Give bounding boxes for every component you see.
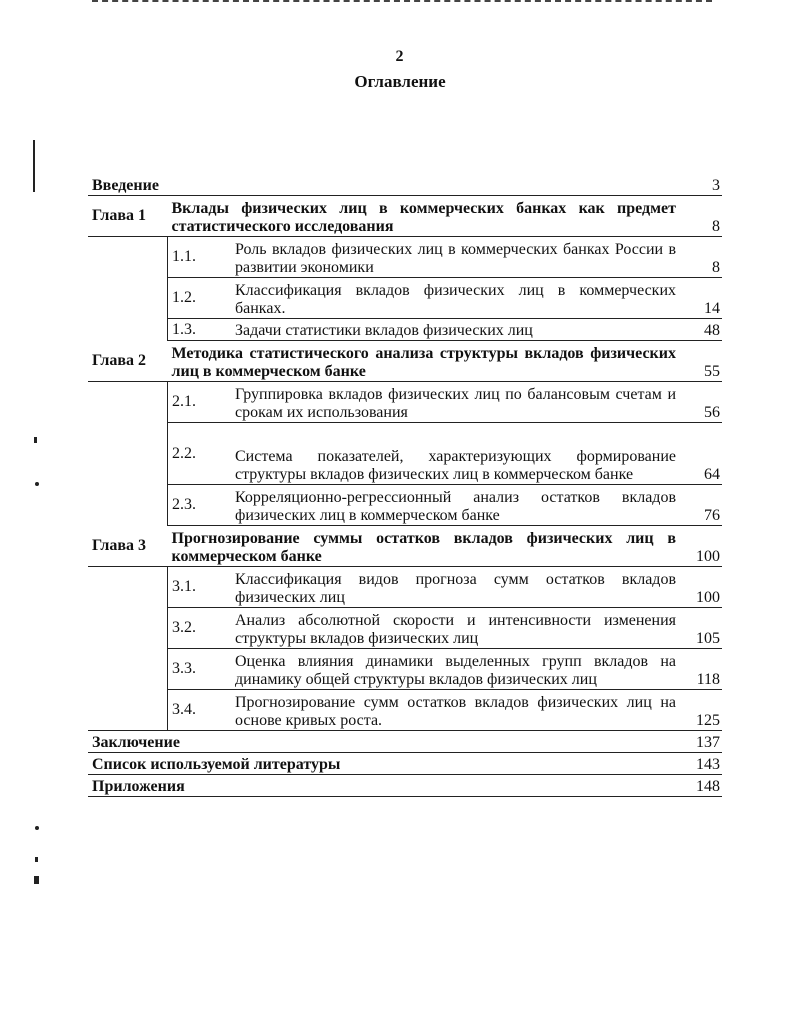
chapter-3-title: Прогнозирование суммы остатков вкладов физических лиц в коммерческом банке — [168, 526, 681, 567]
toc-row-chapter-1[interactable] — [88, 196, 722, 237]
chapter-3-page: 100 — [680, 526, 722, 567]
section-number: 3.2. — [168, 608, 232, 649]
section-title: Задачи статистики вкладов физических лиц — [231, 319, 680, 341]
page-title: Оглавление — [354, 72, 446, 91]
section-title: Корреляционно-регрессионный анализ остатков вкладов физических лиц в коммерческом банке — [231, 485, 680, 526]
section-page: 8 — [680, 237, 722, 278]
section-page: 64 — [680, 423, 722, 485]
section-title: Прогнозирование сумм остатков вкладов физических лиц на основе кривых роста. — [231, 690, 680, 731]
chapter-3-label: Глава 3 — [88, 526, 168, 567]
section-number: 1.3. — [168, 319, 232, 341]
toc-bibliography-page: 143 — [680, 753, 722, 775]
toc-row-section-1-3[interactable] — [88, 319, 722, 341]
scan-mark — [35, 826, 39, 830]
section-number: 3.1. — [168, 567, 232, 608]
toc-row-intro[interactable] — [88, 174, 722, 196]
toc-row-section-1-1[interactable] — [88, 237, 722, 278]
scan-mark — [35, 857, 38, 862]
toc-row-bibliography[interactable] — [88, 753, 722, 775]
section-number: 3.3. — [168, 649, 232, 690]
section-page: 76 — [680, 485, 722, 526]
toc-row-chapter-2[interactable] — [88, 341, 722, 382]
chapter-2-title: Методика статистического анализа структуры вкладов физических лиц в коммерческом банке — [168, 341, 681, 382]
section-title: Классификация видов прогноза сумм остатков вкладов физических лиц — [231, 567, 680, 608]
scan-mark — [35, 482, 39, 486]
toc-intro-label: Введение — [88, 174, 680, 196]
page-number: 2 — [395, 48, 404, 65]
toc-row-section-3-3[interactable] — [88, 649, 722, 690]
scan-top-edge — [92, 0, 712, 4]
section-title: Система показателей, характеризующих формирование структуры вкладов физических лиц в коммерческом банке — [231, 423, 680, 485]
section-page: 100 — [680, 567, 722, 608]
toc-row-section-2-3[interactable] — [88, 485, 722, 526]
section-page: 48 — [680, 319, 722, 341]
toc-conclusion-page: 137 — [680, 731, 722, 753]
section-title: Роль вкладов физических лиц в коммерческих банках России в развитии экономики — [231, 237, 680, 278]
toc-appendix-label: Приложения — [88, 775, 680, 797]
toc-intro-page: 3 — [680, 174, 722, 196]
section-page: 56 — [680, 382, 722, 423]
section-number: 2.1. — [168, 382, 232, 423]
chapter-2-page: 55 — [680, 341, 722, 382]
section-number: 3.4. — [168, 690, 232, 731]
toc-row-conclusion[interactable] — [88, 731, 722, 753]
section-number: 2.2. — [168, 423, 232, 485]
section-page: 105 — [680, 608, 722, 649]
scan-mark — [34, 437, 37, 443]
section-page: 118 — [680, 649, 722, 690]
toc-row-chapter-3[interactable] — [88, 526, 722, 567]
section-number: 1.2. — [168, 278, 232, 319]
toc-row-section-2-1[interactable] — [88, 382, 722, 423]
section-title: Анализ абсолютной скорости и интенсивности изменения структуры вкладов физических лиц — [231, 608, 680, 649]
scan-mark — [33, 140, 35, 192]
toc-row-section-3-2[interactable] — [88, 608, 722, 649]
chapter-2-label: Глава 2 — [88, 341, 168, 382]
section-number: 1.1. — [168, 237, 232, 278]
chapter-1-page: 8 — [680, 196, 722, 237]
chapter-1-title: Вклады физических лиц в коммерческих банках как предмет статистического исследования — [168, 196, 681, 237]
section-title: Классификация вкладов физических лиц в коммерческих банках. — [231, 278, 680, 319]
table-of-contents — [88, 174, 722, 797]
toc-row-section-2-2[interactable] — [88, 423, 722, 485]
toc-appendix-page: 148 — [680, 775, 722, 797]
toc-row-section-3-4[interactable] — [88, 690, 722, 731]
section-number: 2.3. — [168, 485, 232, 526]
section-page: 14 — [680, 278, 722, 319]
chapter-1-label: Глава 1 — [88, 196, 168, 237]
toc-row-appendix[interactable] — [88, 775, 722, 797]
toc-conclusion-label: Заключение — [88, 731, 680, 753]
scan-mark — [34, 876, 39, 884]
section-page: 125 — [680, 690, 722, 731]
section-title: Оценка влияния динамики выделенных групп вкладов на динамику общей структуры вкладов физических лиц — [231, 649, 680, 690]
toc-bibliography-label: Список используемой литературы — [88, 753, 680, 775]
toc-row-section-1-2[interactable] — [88, 278, 722, 319]
toc-row-section-3-1[interactable] — [88, 567, 722, 608]
section-title: Группировка вкладов физических лиц по балансовым счетам и срокам их использования — [231, 382, 680, 423]
